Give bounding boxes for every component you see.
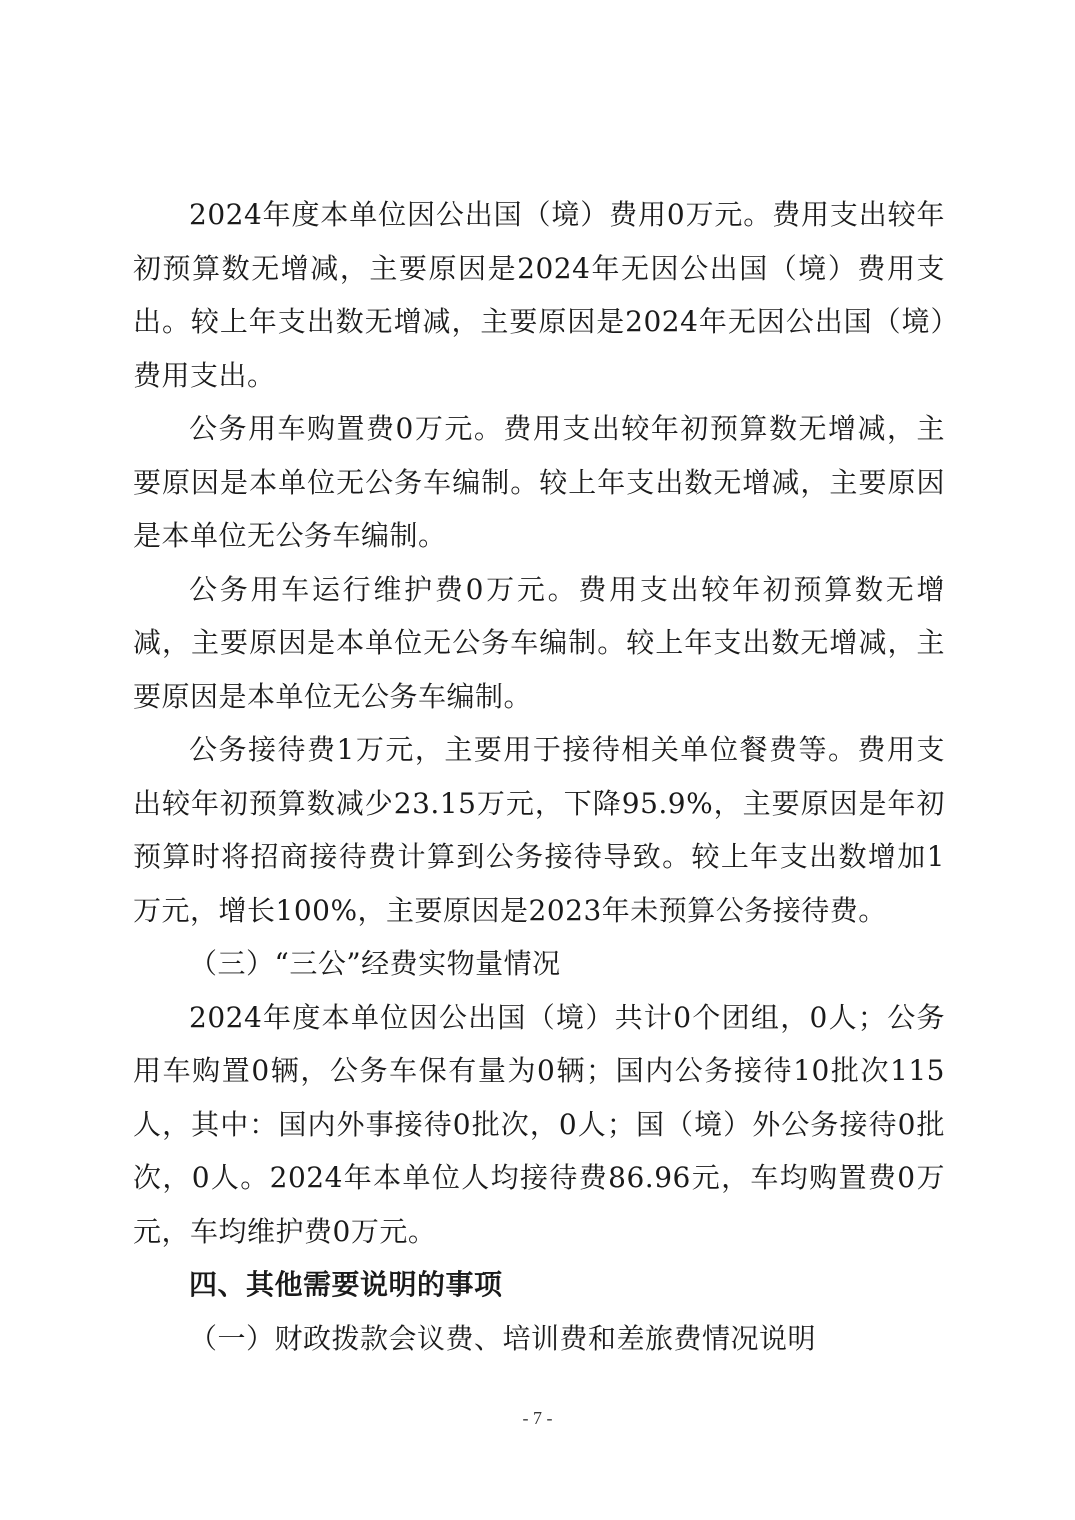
page-number: - 7 - bbox=[522, 1408, 553, 1428]
section-heading-physical-quantity: （三）“三公”经费实物量情况 bbox=[189, 947, 561, 980]
paragraph-overseas-travel: 2024年度本单位因公出国（境）费用0万元。费用支出较年初预算数无增减，主要原因是2024年无因公出国（境）费用支出。较上年支出数无增减，主要原因是2024年无因公出国（境）费用支出。 bbox=[133, 198, 945, 392]
section-heading-other-matters: 四、其他需要说明的事项 bbox=[189, 1268, 503, 1301]
paragraph-vehicle-maintenance: 公务用车运行维护费0万元。费用支出较年初预算数无增减，主要原因是本单位无公务车编制。较上年支出数无增减，主要原因是本单位无公务车编制。 bbox=[133, 572, 945, 713]
paragraph-physical-quantity: 2024年度本单位因公出国（境）共计0个团组，0人；公务用车购置0辆，公务车保有量为0辆；国内公务接待10批次115人，其中：国内外事接待0批次，0人；国（境）外公务接待0批次，0人。2024年本单位人均接待费86.96元，车均购置费0万元，车均维护费0万元。 bbox=[133, 1000, 945, 1248]
paragraph-official-reception: 公务接待费1万元，主要用于接待相关单位餐费等。费用支出较年初预算数减少23.15万元，下降95.9%，主要原因是年初预算时将招商接待费计算到公务接待导致。较上年支出数增加1万元，增长100%，主要原因是2023年未预算公务接待费。 bbox=[133, 733, 945, 927]
paragraph-vehicle-purchase: 公务用车购置费0万元。费用支出较年初预算数无增减，主要原因是本单位无公务车编制。较上年支出数无增减，主要原因是本单位无公务车编制。 bbox=[133, 412, 945, 552]
document-body bbox=[133, 188, 945, 1365]
subsection-heading-meeting-training-travel: （一）财政拨款会议费、培训费和差旅费情况说明 bbox=[189, 1321, 817, 1355]
